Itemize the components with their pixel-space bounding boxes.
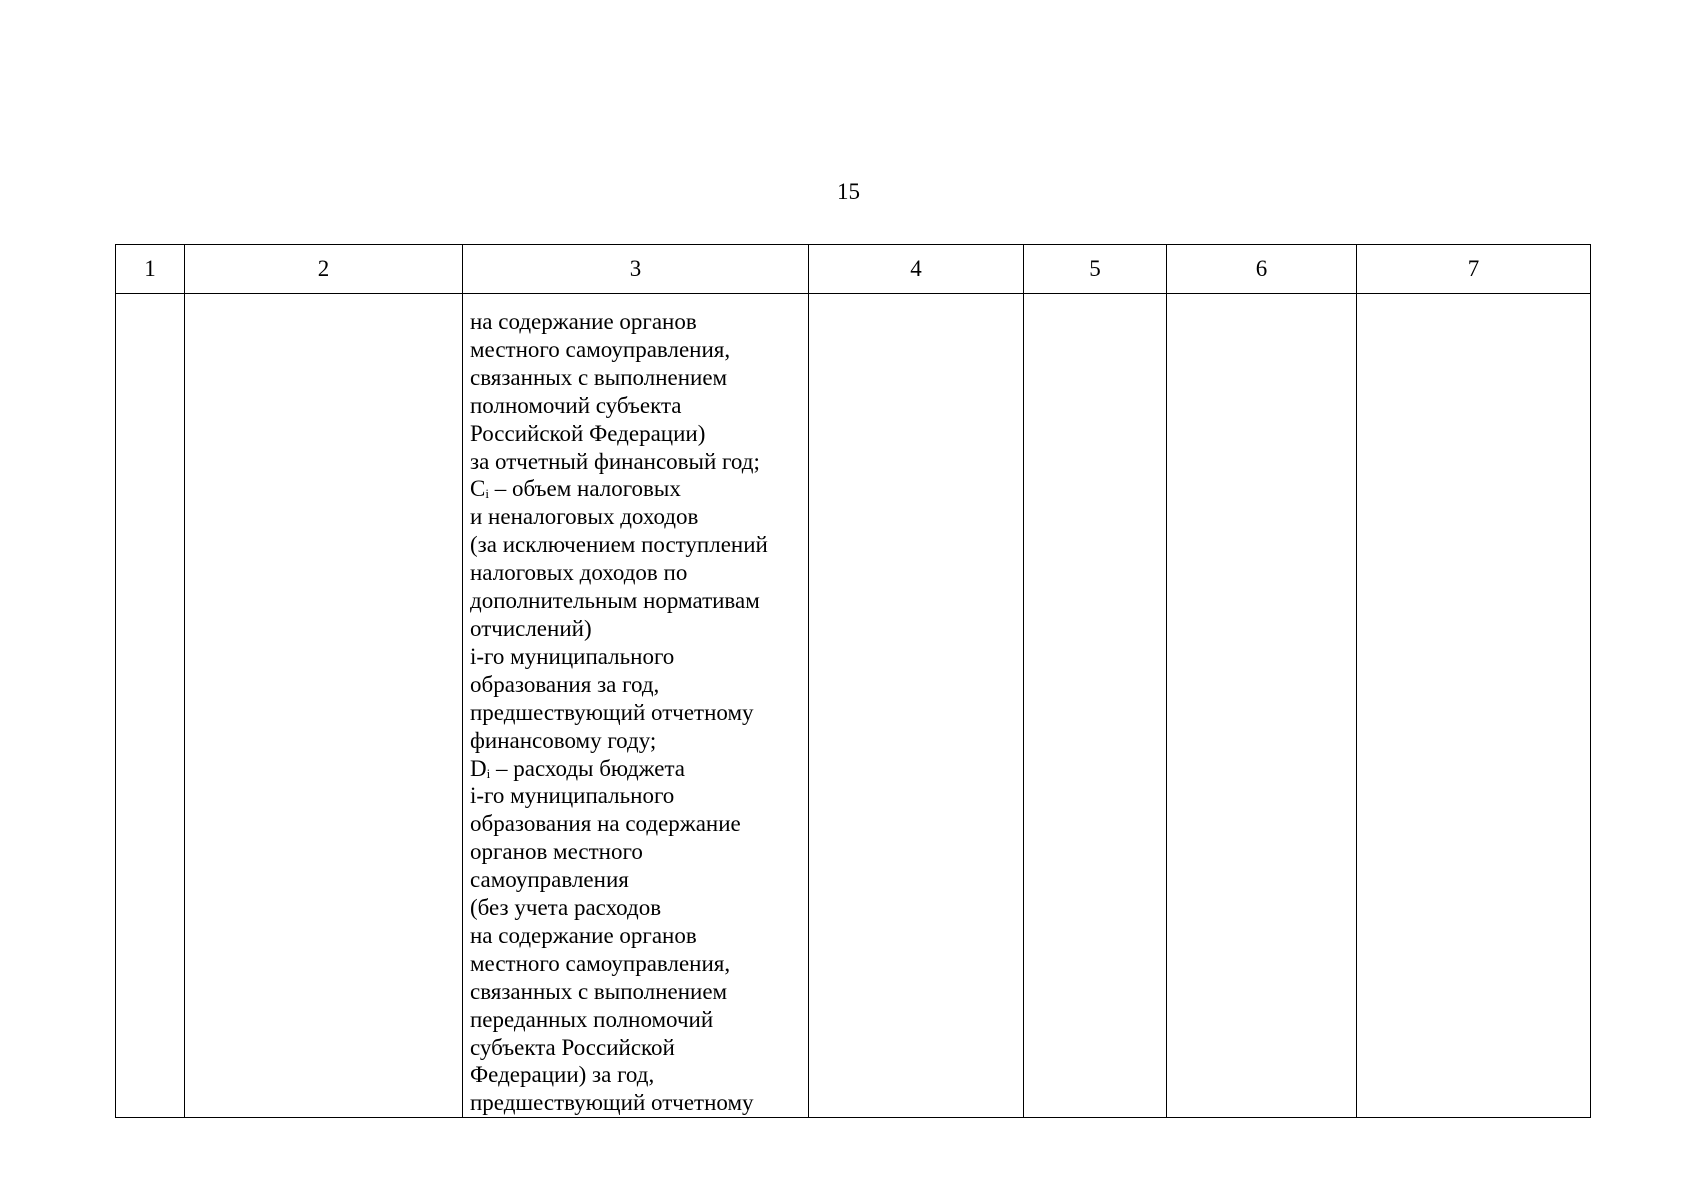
body-cell-2 — [185, 294, 463, 1118]
text-line: образования на содержание — [470, 811, 741, 837]
column-3-text — [463, 294, 808, 1117]
text-line: на содержание органов — [470, 309, 697, 334]
body-cell-4 — [809, 294, 1024, 1118]
text-line: субъекта Российской — [470, 1034, 675, 1060]
text-line: дополнительным нормативам — [470, 588, 760, 614]
text-line: образования за год, — [470, 671, 660, 697]
table-header-row — [116, 245, 1591, 294]
text-line: на содержание органов — [470, 922, 697, 948]
text-line: за отчетный финансовый год; — [470, 448, 760, 474]
header-cell-1: 1 — [116, 245, 185, 294]
text-line: полномочий субъекта — [470, 392, 682, 418]
text-line: отчислений) — [470, 615, 592, 641]
text-line: финансовому году; — [470, 727, 657, 753]
text-line: связанных с выполнением — [470, 978, 728, 1004]
header-cell-3: 3 — [463, 245, 809, 294]
text-line: налоговых доходов по — [470, 560, 688, 586]
text-line: (без учета расходов — [470, 895, 662, 921]
body-cell-5 — [1024, 294, 1167, 1118]
body-cell-6 — [1167, 294, 1357, 1118]
text-line: i-го муниципального — [470, 783, 675, 809]
header-cell-2: 2 — [185, 245, 463, 294]
header-cell-7: 7 — [1357, 245, 1591, 294]
text-line — [470, 475, 802, 503]
text-line: и неналоговых доходов — [470, 504, 699, 530]
variable-symbol: D — [470, 755, 487, 781]
document-table — [115, 244, 1591, 1118]
text-line: Российской Федерации) — [470, 420, 706, 446]
text-line: связанных с выполнением — [470, 364, 728, 390]
body-cell-1 — [116, 294, 185, 1118]
text-line: самоуправления — [470, 867, 629, 893]
header-cell-4: 4 — [809, 245, 1024, 294]
variable-symbol: C — [470, 476, 486, 502]
variable-subscript: i — [485, 486, 489, 502]
text-line: Федерации) за год, — [470, 1062, 655, 1088]
text-line: i-го муниципального — [470, 643, 675, 669]
table-row — [116, 294, 1591, 1118]
body-cell-3 — [463, 294, 809, 1118]
page-number: 15 — [837, 179, 860, 204]
body-cell-7 — [1357, 294, 1591, 1118]
text-line: органов местного — [470, 839, 643, 865]
text-line: предшествующий отчетному — [470, 699, 754, 725]
variable-description: – расходы бюджета — [490, 755, 685, 781]
text-line: предшествующий отчетному — [470, 1090, 754, 1116]
text-line — [470, 755, 802, 783]
text-line: (за исключением поступлений — [470, 532, 768, 558]
text-line: переданных полномочий — [470, 1006, 714, 1032]
header-cell-6: 6 — [1167, 245, 1357, 294]
variable-subscript: i — [486, 765, 491, 781]
header-cell-5: 5 — [1024, 245, 1167, 294]
variable-description: – объем налоговых — [488, 476, 681, 502]
text-line: местного самоуправления, — [470, 950, 731, 976]
text-line: местного самоуправления, — [470, 336, 731, 362]
